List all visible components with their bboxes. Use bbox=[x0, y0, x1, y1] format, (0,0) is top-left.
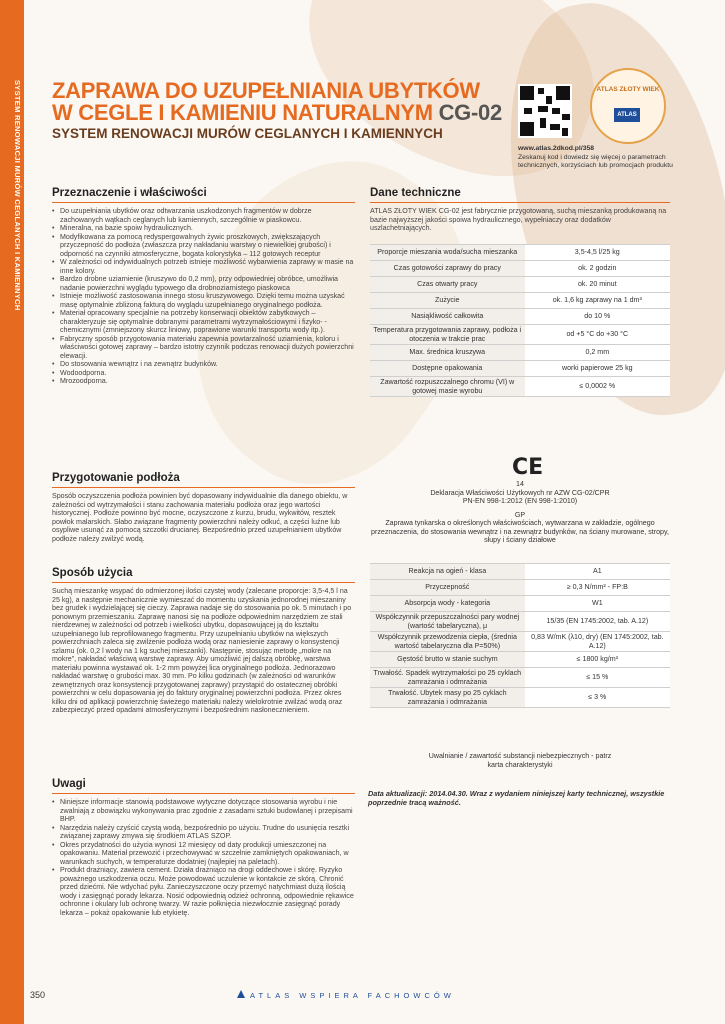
side-label: SYSTEM RENOWACJI MURÓW CEGLANYCH I KAMIENNYCH bbox=[13, 80, 22, 311]
ce-description: Zaprawa tynkarska o określonych właściwościach, wytwarzana w zakładzie, ogólnego przeznaczenia, do stosowania wewnątrz i na zewnątrz budynków, na ściany murowane, stropy, słupy i ściany działowe bbox=[371, 519, 669, 544]
property-name-cell: Temperatura przygotowania zaprawy, podłoża i otoczenia w trakcie prac bbox=[370, 325, 525, 345]
property-name-cell: Dostępne opakowania bbox=[370, 361, 525, 377]
property-value-cell: worki papierowe 25 kg bbox=[525, 361, 670, 377]
section-rule bbox=[52, 582, 355, 583]
table-row bbox=[370, 377, 670, 397]
qr-code[interactable] bbox=[518, 84, 572, 138]
table-row bbox=[370, 245, 670, 261]
property-name-cell: Proporcje mieszania woda/sucha mieszanka bbox=[370, 245, 525, 261]
list-item: • Do stosowania wewnątrz i na zewnątrz budynków. bbox=[52, 360, 355, 369]
list-item: • Okres przydatności do użycia wynosi 12 miesięcy od daty produkcji umieszczonej na opakowaniu. Materiał przewozić i przechowywać w szczelnie zamkniętych opakowaniach, w warunkach suchych, w temperaturze dodatniej (najlepiej na paletach). bbox=[52, 841, 355, 867]
property-value-cell: od +5 °C do +30 °C bbox=[525, 325, 670, 345]
list-item: • Do uzupełniania ubytków oraz odtwarzania uszkodzonych fragmentów w dobrze zachowanych wątkach ceglanych lub kamiennych, szczególnie w piaskowcu. bbox=[52, 207, 355, 224]
ce-mark: CE bbox=[512, 455, 544, 480]
table-row bbox=[370, 325, 670, 345]
section-rule bbox=[370, 202, 670, 203]
properties-list bbox=[52, 207, 355, 386]
ce-code: GP bbox=[514, 510, 526, 519]
property-value-cell: 0,2 mm bbox=[525, 345, 670, 361]
property-value-cell: ≥ 0,3 N/mm² - FP:B bbox=[525, 580, 670, 596]
property-name-cell: Czas gotowości zaprawy do pracy bbox=[370, 261, 525, 277]
property-name-cell: Współczynnik przepuszczalności pary wodnej (wartość tabelaryczna), μ bbox=[370, 612, 525, 632]
product-code: CG-02 bbox=[438, 100, 502, 125]
property-name-cell: Zużycie bbox=[370, 293, 525, 309]
property-value-cell: ≤ 0,0002 % bbox=[525, 377, 670, 397]
property-value-cell: ok. 2 godzin bbox=[525, 261, 670, 277]
list-item: • Mineralna, na bazie spoiw hydraulicznych. bbox=[52, 224, 355, 233]
property-value-cell: ok. 1,6 kg zaprawy na 1 dm³ bbox=[525, 293, 670, 309]
list-item: • W zależności od indywidualnych potrzeb istnieje możliwość wybarwienia zaprawy w masie na inne kolory. bbox=[52, 258, 355, 275]
section-heading-przygotowanie: Przygotowanie podłoża bbox=[52, 472, 180, 484]
section-rule bbox=[52, 793, 355, 794]
property-name-cell: Reakcja na ogień - klasa bbox=[370, 564, 525, 580]
property-name-cell: Absorpcja wody - kategoria bbox=[370, 596, 525, 612]
table-row bbox=[370, 612, 670, 632]
section-heading-przeznaczenie: Przeznaczenie i właściwości bbox=[52, 187, 207, 199]
dane-intro: ATLAS ZŁOTY WIEK CG-02 jest fabrycznie przygotowaną, suchą mieszanką produkowaną na bazie najwyższej jakości spoiwa hydraulicznego, wypełniaczy oraz dodatków uszlachetniających. bbox=[370, 207, 667, 232]
seal-logo bbox=[590, 68, 666, 144]
property-name-cell: Przyczepność bbox=[370, 580, 525, 596]
notes-list bbox=[52, 798, 355, 917]
ce-number: 14 bbox=[516, 480, 524, 488]
table-row bbox=[370, 596, 670, 612]
list-item: • Niniejsze informacje stanowią podstawowe wytyczne dotyczące stosowania wyrobu i nie zwalniają z obowiązku wykonywania prac zgodnie z zasadami sztuki budowlanej i przepisami BHP. bbox=[52, 798, 355, 824]
property-value-cell: A1 bbox=[525, 564, 670, 580]
property-name-cell: Współczynnik przewodzenia ciepła, (średnia wartość tabelaryczna dla P=50%) bbox=[370, 632, 525, 652]
ce-properties-table bbox=[370, 563, 670, 708]
property-value-cell: ≤ 1800 kg/m³ bbox=[525, 652, 670, 668]
property-value-cell: W1 bbox=[525, 596, 670, 612]
table-row bbox=[370, 277, 670, 293]
table-row bbox=[370, 652, 670, 668]
title-line-2: W CEGLE I KAMIENIU NATURALNYM bbox=[52, 100, 433, 125]
qr-note bbox=[518, 145, 688, 171]
list-item: • Istnieje możliwość zastosowania innego stosu kruszywowego. Dzięki temu można uzyskać masę optymalnie zbliżoną fakturą do wyglądu uzupełnianego oryginalnego podłoża. bbox=[52, 292, 355, 309]
ce-block bbox=[370, 480, 670, 545]
property-value-cell: 3,5-4,5 l/25 kg bbox=[525, 245, 670, 261]
property-value-cell: ≤ 15 % bbox=[525, 668, 670, 688]
property-name-cell: Trwałość. Ubytek masy po 25 cyklach zamrażania i odmrażania bbox=[370, 688, 525, 708]
ce-footer: Uwalnianie / zawartość substancji niebezpiecznych - patrz karta charakterystyki bbox=[428, 752, 612, 769]
page-title bbox=[52, 80, 512, 124]
table-row bbox=[370, 361, 670, 377]
table-row bbox=[370, 564, 670, 580]
property-name-cell: Gęstość brutto w stanie suchym bbox=[370, 652, 525, 668]
page-number: 350 bbox=[30, 990, 46, 1000]
sposob-text: Suchą mieszankę wsypać do odmierzonej ilości czystej wody (zalecane proporcje: 3,5-4,5 l na 25 kg), a następnie mechanicznie wymieszać do momentu uzyskania jednorodnej mieszaniny bez grudek i wydzielającej się cieczy. Zaprawa nadaje się do stosowania po ok. 5 minutach i po ponownym przemieszaniu. Zaprawę nanosi się na podłoże odpowiednim narzędziem ze stali nierdzewnej w zależności od potrzeb i wielkości ubytku, dopasowującej ją do kształtu uzupełnianego lub reprofilowanego fragmentu. Przy uzupełnianiu ubytków na większych powierzchniach zaleca się zwilżenie podłoża wodą oraz naniesienie zaprawy o konsystencji szlamu (ok. 0,2 l wody na 1 kg suchej mieszanki). Następnie, stosując metodę „mokre na mokre”, nakładać właściwą warstwę zaprawy. Aby umożliwić jej dalszą obróbkę, warstwa materiału powinna wystawać ok. 1-2 mm powyżej lica oryginalnego podłoża. Jednorazowo nakładać warstwę o grubości max. 30 mm. Po kilku godzinach (w zależności od warunków zewnętrznych oraz konsystencji przygotowanej zaprawy) przystąpić do ostatecznej obróbki powierzchni w celu dopasowania jej do faktury oryginalnej powierzchni podłoża. Przez okres kilku dni od aplikacji powierzchnię świeżego materiału należy wielokrotnie zwilżać wodą oraz zabezpieczyć przed opadami atmosferycznymi i bezpośrednim nasłonecznieniem. bbox=[52, 587, 352, 714]
technical-data-table bbox=[370, 244, 670, 397]
property-name-cell: Czas otwarty pracy bbox=[370, 277, 525, 293]
property-value-cell: ok. 20 minut bbox=[525, 277, 670, 293]
section-heading-sposob: Sposób użycia bbox=[52, 567, 133, 579]
table-row bbox=[370, 345, 670, 361]
ce-declaration: Deklaracja Właściwości Użytkowych nr AZW CG-02/CPR bbox=[430, 488, 610, 497]
list-item: • Materiał opracowany specjalnie na potrzeby konserwacji obiektów zabytkowych – charakteryzuje się optymalnie dobranymi parametrami wytrzymałościowymi i fizyko- -chemicznymi (zmniejszony skurcz liniowy, poprawione warunki transportu wody itp.). bbox=[52, 309, 355, 335]
update-note: Data aktualizacji: 2014.04.30. Wraz z wydaniem niniejszej karty technicznej, wszystkie poprzednie tracą ważność. bbox=[368, 789, 665, 807]
property-name-cell: Trwałość. Spadek wytrzymałości po 25 cyklach zamrażania i odmrażania bbox=[370, 668, 525, 688]
page-subtitle: SYSTEM RENOWACJI MURÓW CEGLANYCH I KAMIENNYCH bbox=[52, 126, 443, 141]
property-name-cell: Max. średnica kruszywa bbox=[370, 345, 525, 361]
list-item: • Modyfikowana za pomocą redyspergowalnych żywic proszkowych, zwiększających przyczepność do podłoża (zwłaszcza przy nakładaniu warstwy o niewielkiej grubości) i odporność na czynniki atmosferyczne, bogata kolorystyka – 112 gotowych receptur bbox=[52, 233, 355, 259]
list-item: • Produkt drażniący, zawiera cement. Działa drażniąco na drogi oddechowe i skórę. Ryzyko poważnego uszkodzenia oczu. Może powodować uczulenie w kontakcie ze skórą. Chronić przed dziećmi. Nie wdychać pyłu. Zanieczyszczone oczy przemyć natychmiast dużą ilością wody i zasięgnąć porady lekarza. Nosić odpowiednią odzież ochronną, odpowiednie rękawice ochronne i okulary lub ochronę twarzy. W razie połknięcia niezwłocznie zasięgnąć porady lekarza – pokaż opakowanie lub etykietę. bbox=[52, 866, 355, 917]
property-value-cell: 0,83 W/mK (λ10, dry) (EN 1745:2002, tab. A.12) bbox=[525, 632, 670, 652]
qr-url[interactable]: www.atlas.2dkod.pl/358 bbox=[518, 145, 595, 152]
footer-slogan: ATLAS WSPIERA FACHOWCÓW bbox=[250, 991, 455, 1000]
section-rule bbox=[52, 487, 355, 488]
przygotowanie-text: Sposób oczyszczenia podłoża powinien być dopasowany indywidualnie dla danego obiektu, w zależności od wytrzymałości i stanu zachowania materiału podłoża oraz jego wartości historycznej. Podłoże powinno być mocne, oczyszczone z kurzu, brudu, wykwitów, resztek powłok malarskich. Słabo związane fragmenty powierzchni należy odkuć, a części luźne lub osypliwe usunąć za pomocą szczotki drucianej. Bezpośrednio przed uzupełnianiem ubytków podłoże należy zwilżyć wodą. bbox=[52, 492, 348, 543]
qr-note-text: Zeskanuj kod i dowiedz się więcej o parametrach technicznych, korzyściach lub promocjach produktu bbox=[518, 153, 673, 169]
property-name-cell: Nasiąkliwość całkowita bbox=[370, 309, 525, 325]
table-row bbox=[370, 261, 670, 277]
atlas-logo: ATLAS bbox=[614, 108, 640, 122]
list-item: • Wodoodporna. bbox=[52, 369, 355, 378]
section-rule bbox=[52, 202, 355, 203]
list-item: • Mrozoodporna. bbox=[52, 377, 355, 386]
title-line-1: ZAPRAWA DO UZUPEŁNIANIA UBYTKÓW bbox=[52, 78, 480, 103]
table-row bbox=[370, 668, 670, 688]
list-item: • Bardzo drobne uziarnienie (kruszywo do 0,2 mm), przy odpowiedniej obróbce, umożliwia nadanie powierzchni wyglądu typowego dla drobnoziarnistego piaskowca bbox=[52, 275, 355, 292]
property-value-cell: do 10 % bbox=[525, 309, 670, 325]
table-row bbox=[370, 309, 670, 325]
table-row bbox=[370, 293, 670, 309]
section-heading-dane: Dane techniczne bbox=[370, 187, 461, 199]
seal-text: ATLAS ZŁOTY WIEK bbox=[596, 86, 660, 93]
table-row bbox=[370, 688, 670, 708]
atlas-mark-icon bbox=[236, 989, 246, 999]
list-item: • Narzędzia należy czyścić czystą wodą, bezpośrednio po użyciu. Trudne do usunięcia resztki związanej zaprawy zmywa się środkiem ATLAS SZOP. bbox=[52, 824, 355, 841]
ce-norm: PN-EN 998-1:2012 (EN 998-1:2010) bbox=[462, 497, 578, 505]
property-value-cell: ≤ 3 % bbox=[525, 688, 670, 708]
table-row bbox=[370, 580, 670, 596]
table-row bbox=[370, 632, 670, 652]
list-item: • Fabryczny sposób przygotowania materiału zapewnia powtarzalność uziarnienia, koloru i właściwości gotowej zaprawy – bardzo istotny czynnik podczas renowacji dużych powierzchni elewacji. bbox=[52, 335, 355, 361]
property-value-cell: 15/35 (EN 1745:2002, tab. A.12) bbox=[525, 612, 670, 632]
section-heading-uwagi: Uwagi bbox=[52, 778, 86, 790]
property-name-cell: Zawartość rozpuszczalnego chromu (VI) w gotowej masie wyrobu bbox=[370, 377, 525, 397]
